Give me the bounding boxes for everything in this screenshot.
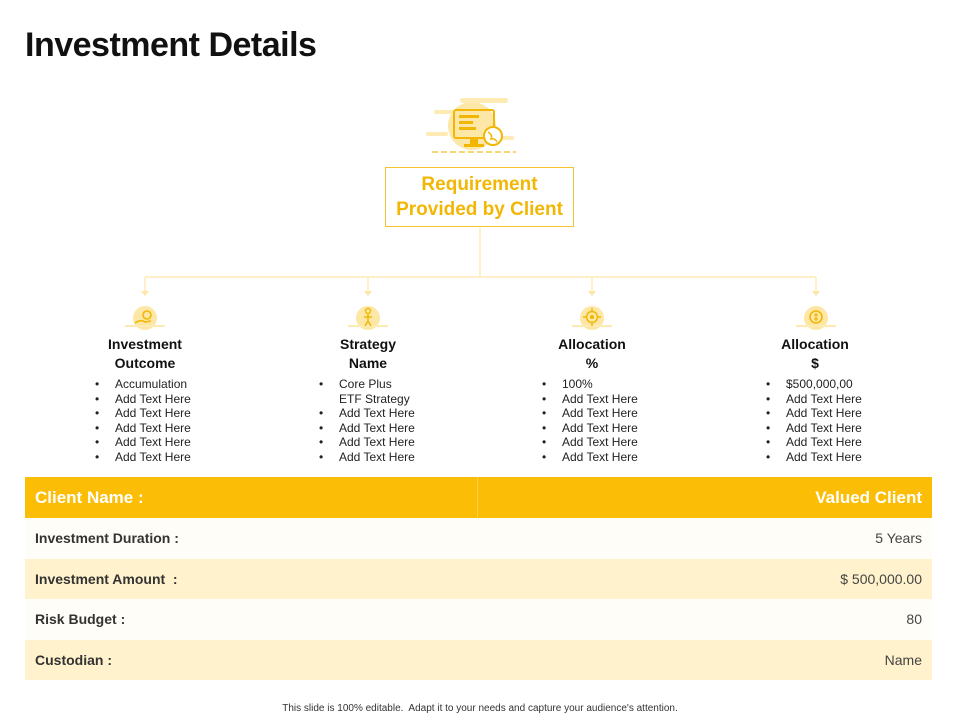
requirement-line-2: Provided by Client (396, 199, 563, 220)
list-item: • Add Text Here (542, 421, 638, 436)
list-item: • Add Text Here (766, 392, 862, 407)
list-item: • Add Text Here (542, 406, 638, 421)
column-list-strategy-name (319, 377, 415, 464)
list-item: • Add Text Here (319, 421, 415, 436)
client-name-value: Valued Client (815, 487, 922, 507)
footer-note: This slide is 100% editable. Adapt it to your needs and capture your audience's attention. (282, 703, 678, 714)
list-item: • Add Text Here (319, 435, 415, 450)
list-item: • Add Text Here (542, 435, 638, 450)
requirement-line-1: Requirement (421, 174, 538, 195)
table-row (25, 518, 932, 559)
row-value: 80 (906, 611, 922, 628)
page-title: Investment Details (25, 26, 317, 64)
list-item: • Accumulation (95, 377, 191, 392)
column-list-investment-outcome (95, 377, 191, 464)
row-value: 5 Years (875, 530, 922, 547)
strategy-person-icon (346, 305, 390, 331)
list-item: • 100% (542, 377, 638, 392)
column-list-allocation-dollar (766, 377, 862, 464)
column-head-allocation-percent: Allocation % (558, 336, 626, 371)
list-item: • Add Text Here (766, 450, 862, 465)
list-item: • Add Text Here (319, 450, 415, 465)
list-item: • Add Text Here (766, 406, 862, 421)
money-hand-icon (123, 305, 167, 331)
table-row (25, 559, 932, 600)
list-item: • Add Text Here (319, 406, 415, 421)
list-item: • Add Text Here (542, 392, 638, 407)
list-item: • Add Text Here (542, 450, 638, 465)
table-row (25, 640, 932, 681)
list-item: • $500,000,00 (766, 377, 862, 392)
row-label: Investment Duration : (35, 530, 179, 547)
list-item: • Core Plus (319, 377, 415, 392)
target-icon (570, 305, 614, 331)
client-details-table (25, 477, 932, 680)
table-row (25, 599, 932, 640)
requirement-box (385, 167, 574, 227)
row-value: $ 500,000.00 (840, 570, 922, 587)
list-item: • Add Text Here (95, 392, 191, 407)
list-item: • Add Text Here (766, 435, 862, 450)
column-head-investment-outcome: Investment Outcome (108, 336, 182, 371)
list-item: • Add Text Here (95, 406, 191, 421)
row-label: Custodian : (35, 651, 112, 668)
list-item: • Add Text Here (95, 421, 191, 436)
table-header-row (25, 477, 932, 518)
list-item: • Add Text Here (95, 435, 191, 450)
list-item: ETF Strategy (339, 391, 410, 406)
row-label: Risk Budget : (35, 611, 126, 628)
coin-icon (794, 305, 838, 331)
row-label: Investment Amount : (35, 570, 178, 587)
monitor-globe-icon (420, 96, 520, 160)
list-item: • Add Text Here (766, 421, 862, 436)
column-list-allocation-percent (542, 377, 638, 464)
client-name-label: Client Name : (25, 477, 478, 518)
list-item: • Add Text Here (95, 450, 191, 465)
column-head-strategy-name: Strategy Name (339, 336, 397, 371)
column-head-allocation-dollar: Allocation $ (781, 336, 849, 371)
row-value: Name (884, 651, 922, 668)
